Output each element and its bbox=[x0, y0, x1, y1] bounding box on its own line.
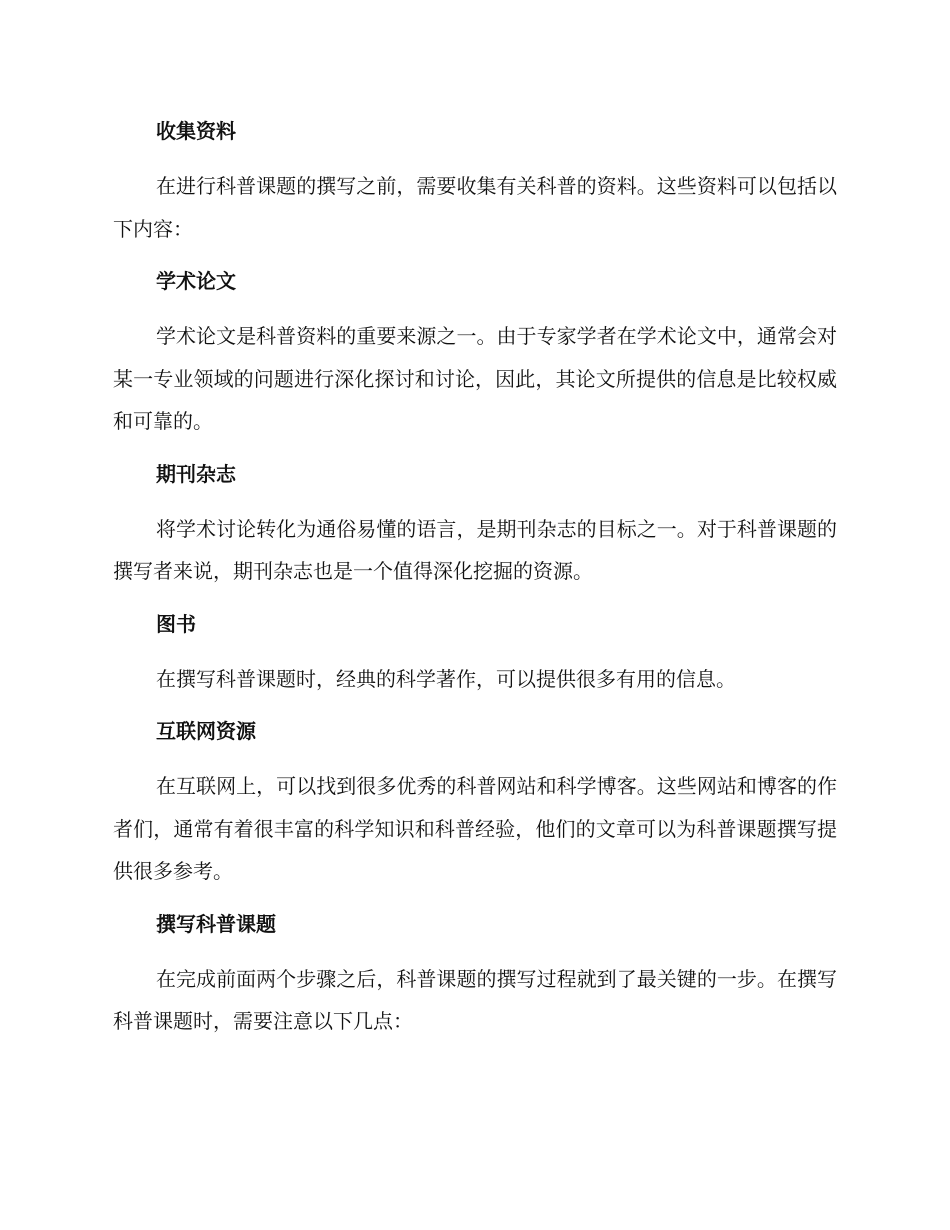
section-heading-internet-resources: 互联网资源 bbox=[156, 719, 256, 743]
section-body-books: 在撰写科普课题时，经典的科学著作，可以提供很多有用的信息。 bbox=[156, 666, 736, 691]
section-body-academic-papers: 学术论文是科普资料的重要来源之一。由于专家学者在学术论文中，通常会对某一专业领域的问题进行深化探讨和讨论，因此，其论文所提供的信息是比较权威和可靠的。 bbox=[113, 324, 837, 433]
section-body-internet-resources: 在互联网上，可以找到很多优秀的科普网站和科学博客。这些网站和博客的作者们，通常有着很丰富的科学知识和科普经验，他们的文章可以为科普课题撰写提供很多参考。 bbox=[113, 774, 837, 883]
section-body-collect-materials: 在进行科普课题的撰写之前，需要收集有关科普的资料。这些资料可以包括以下内容： bbox=[113, 174, 837, 241]
section-heading-collect-materials: 收集资料 bbox=[156, 119, 236, 143]
section-heading-books: 图书 bbox=[156, 611, 196, 636]
section-heading-writing: 撰写科普课题 bbox=[156, 911, 276, 936]
section-body-writing: 在完成前面两个步骤之后，科普课题的撰写过程就到了最关键的一步。在撰写科普课题时，需要注意以下几点： bbox=[113, 966, 837, 1033]
section-heading-academic-papers: 学术论文 bbox=[156, 269, 236, 293]
section-heading-journals: 期刊杂志 bbox=[156, 461, 236, 486]
section-body-journals: 将学术讨论转化为通俗易懂的语言，是期刊杂志的目标之一。对于科普课题的撰写者来说，期刊杂志也是一个值得深化挖掘的资源。 bbox=[113, 516, 837, 583]
